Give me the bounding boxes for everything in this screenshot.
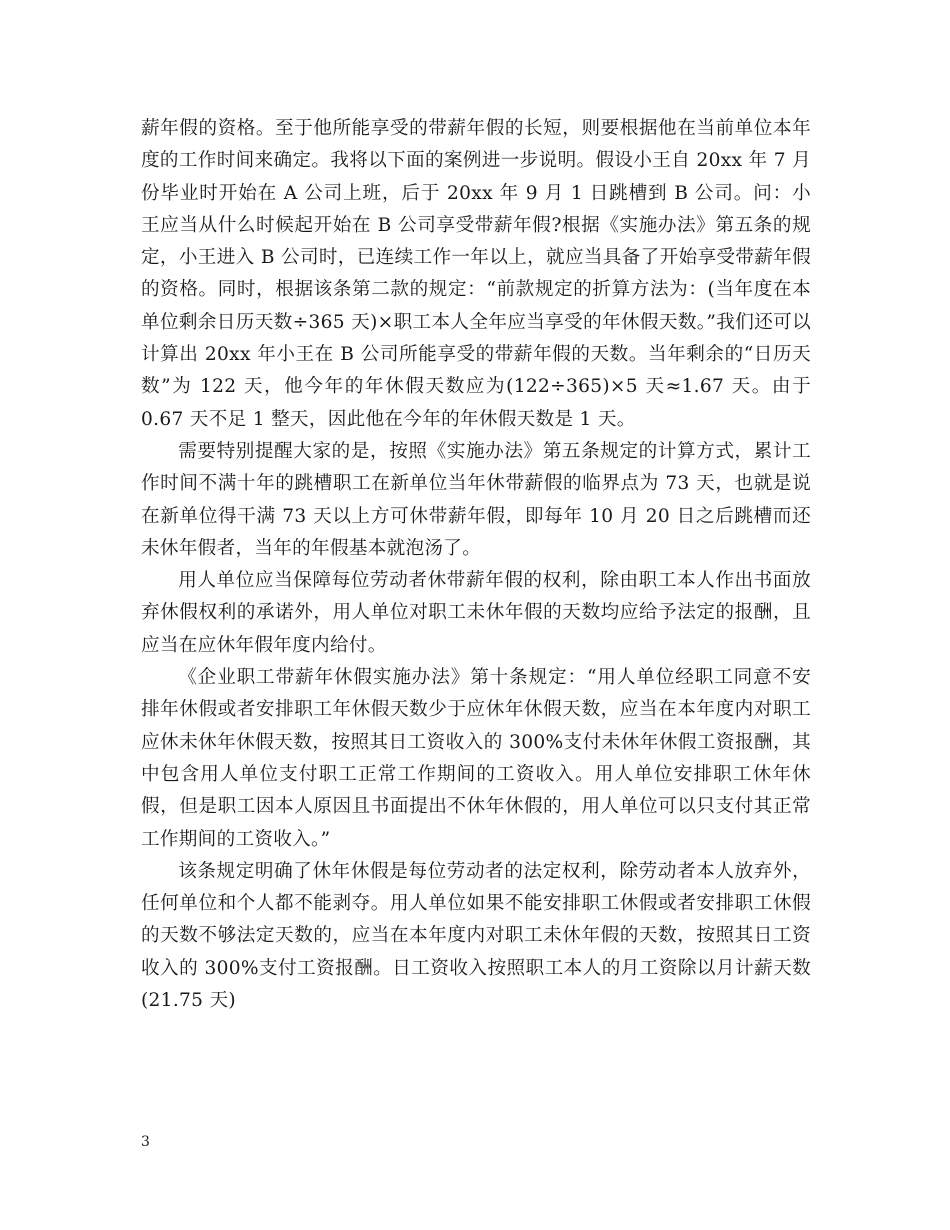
paragraph-1: 薪年假的资格。至于他所能享受的带薪年假的长短，则要根据他在当前单位本年度的工作时间来确定。我将以下面的案例进一步说明。假设小王自 20xx 年 7 月份毕业时开始在 A 公司上班，后于 20xx 年 9 月 1 日跳槽到 B 公司。问：小王应当从什么时候起开始在 B 公司享受带薪年假?根据《实施办法》第五条的规定，小王进入 B 公司时，已连续工作一年以上，就应当具备了开始享受带薪年假的资格。同时，根据该条第二款的规定：“前款规定的折算方法为：(当年度在本单位剩余日历天数÷365 天)×职工本人全年应当享受的年休假天数。”我们还可以计算出 20xx 年小王在 B 公司所能享受的带薪年假的天数。当年剩余的“日历天数”为 122 天，他今年的年休假天数应为(122÷365)×5 天≈1.67 天。由于 0.67 天不足 1 整天，因此他在今年的年休假天数是 1 天。 bbox=[141, 118, 811, 430]
paragraph-2: 需要特别提醒大家的是，按照《实施办法》第五条规定的计算方式，累计工作时间不满十年的跳槽职工在新单位当年休带薪假的临界点为 73 天，也就是说在新单位得干满 73 天以上方可休带薪年假，即每年 10 月 20 日之后跳槽而还未休年假者，当年的年假基本就泡汤了。 bbox=[141, 440, 811, 559]
paragraph-3: 用人单位应当保障每位劳动者休带薪年假的权利，除由职工本人作出书面放弃休假权利的承诺外，用人单位对职工未休年假的天数均应给予法定的报酬，且应当在应休年假年度内给付。 bbox=[141, 570, 811, 656]
document-body bbox=[141, 113, 811, 1017]
paragraph-5: 该条规定明确了休年休假是每位劳动者的法定权利，除劳动者本人放弃外，任何单位和个人都不能剥夺。用人单位如果不能安排职工休假或者安排职工休假的天数不够法定天数的，应当在本年度内对职工未休年假的天数，按照其日工资收入的 300%支付工资报酬。日工资收入按照职工本人的月工资除以月计薪天数 (21.75 天) bbox=[141, 860, 811, 1012]
page-number: 3 bbox=[141, 1134, 150, 1150]
paragraph-4: 《企业职工带薪年休假实施办法》第十条规定：“用人单位经职工同意不安排年休假或者安排职工年休假天数少于应休年休假天数，应当在本年度内对职工应休未休年休假天数，按照其日工资收入的 300%支付未休年休假工资报酬，其中包含用人单位支付职工正常工作期间的工资收入。用人单位安排职工休年休假，但是职工因本人原因且书面提出不休年休假的，用人单位可以只支付其正常工作期间的工资收入。” bbox=[141, 667, 811, 850]
